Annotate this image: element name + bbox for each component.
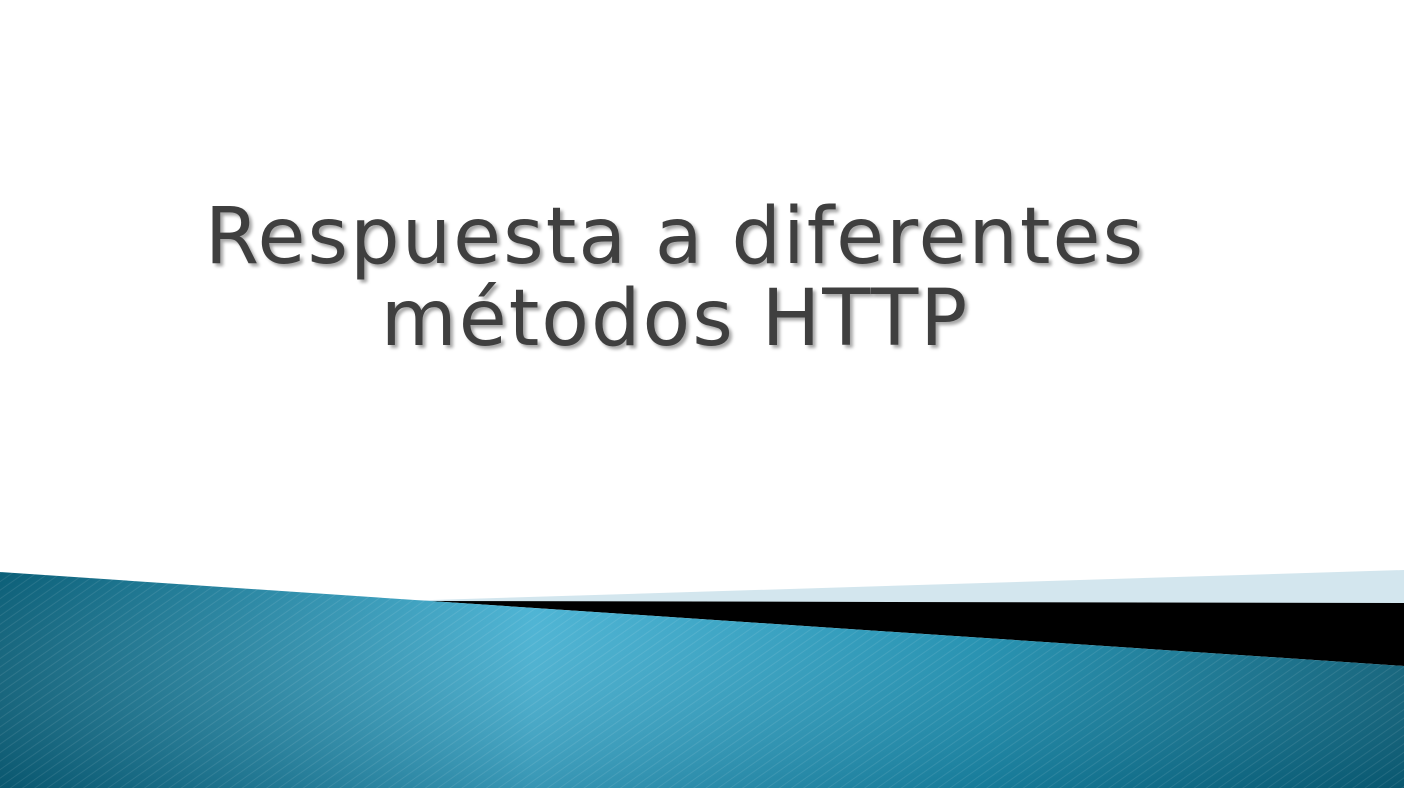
slide-title <box>0 192 1350 364</box>
title-line-1: Respuesta a diferentes <box>204 192 1146 282</box>
title-line-2: métodos HTTP <box>380 274 970 364</box>
pale-accent-wedge <box>400 570 1404 604</box>
